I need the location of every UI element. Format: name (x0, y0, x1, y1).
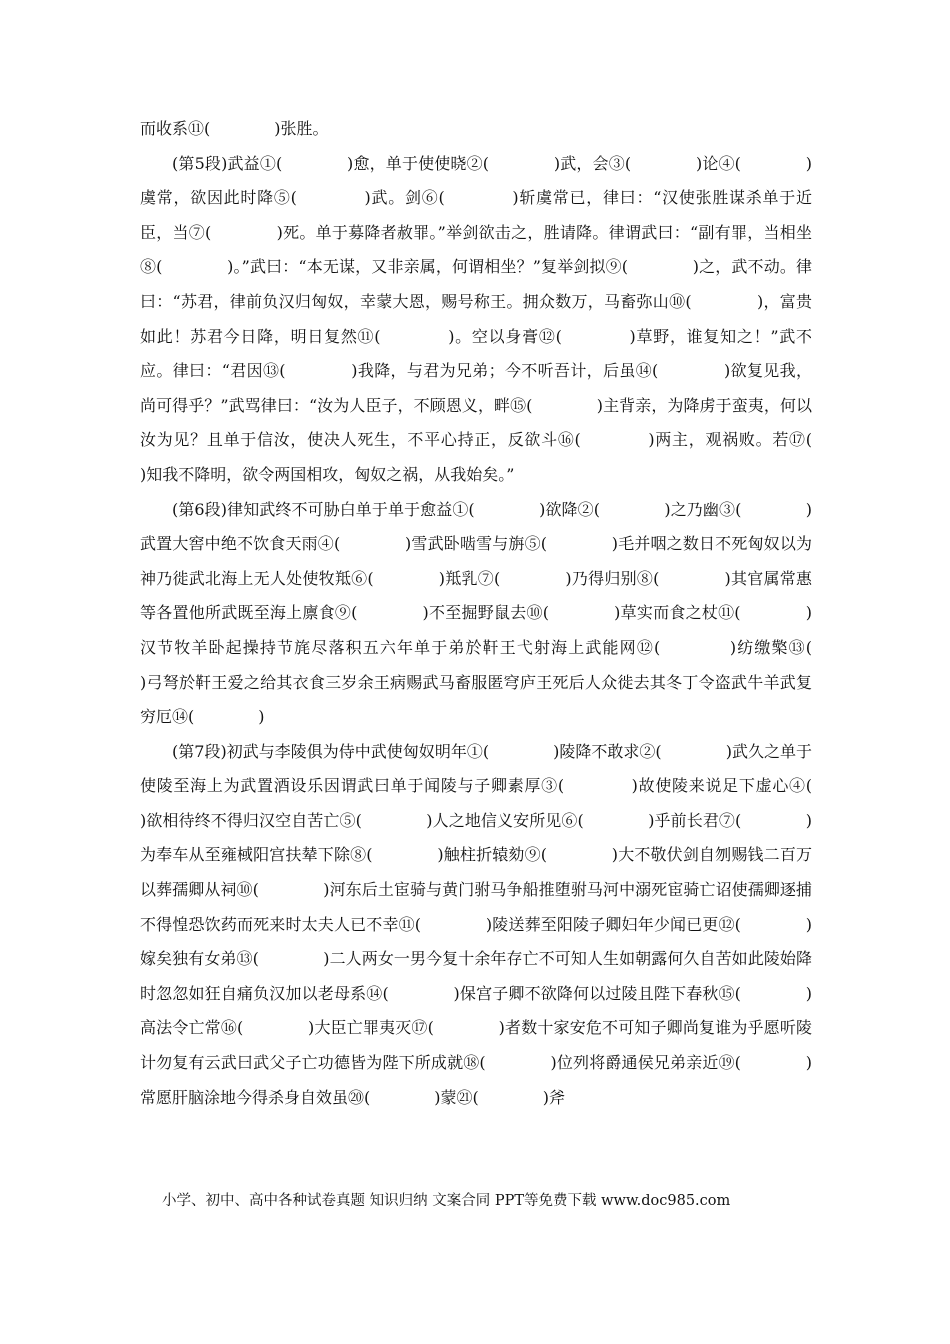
paragraph-continuation: 而收系⑪( )张胜。 (140, 119, 329, 138)
page-footer: 小学、初中、高中各种试卷真题 知识归纳 文案合同 PPT等免费下载 www.doc985.com (162, 1193, 731, 1209)
paragraph-section-6: (第6段)律知武终不可胁白单于单于愈益①( )欲降②( )之乃幽③( )武置大窖中绝不饮食天雨④( )雪武卧啮雪与旃⑤( )毛并咽之数日不死匈奴以为神乃徙武北海上无人处使牧羝⑥( )羝乳⑦( )乃得归别⑧( )其官属常惠等各置他所武既至海上廪食⑨( )不至掘野鼠去⑩( )草实而食之杖⑪( )汉节牧羊卧起操持节旄尽落积五六年单于弟於靬王弋射海上武能网⑫( )纺缴檠⑬( )弓弩於靬王爱之给其衣食三岁余王病赐武马畜服匿穹庐王死后人众徙去其冬丁令盗武牛羊武复穷厄⑭( ) (140, 499, 877, 727)
paragraph-section-5: (第5段)武益①( )愈，单于使使晓②( )武，会③( )论④( )虞常，欲因此时降⑤( )武。剑⑥( )斩虞常已，律曰：“汉使张胜谋杀单于近臣，当⑦( )死。单于募降者赦罪。”举剑欲击之，胜请降。律谓武曰：“副有罪，当相坐⑧( )。”武曰：“本无谋，又非亲属，何谓相坐？”复举剑拟⑨( )之，武不动。律曰：“苏君，律前负汉归匈奴，幸蒙大恩，赐号称王。拥众数万，马畜弥山⑩( )，富贵如此！苏君今日降，明日复然⑪( )。空以身膏⑫( )草野，谁复知之！”武不应。律曰：“君因⑬( )我降，与君为兄弟；今不听吾计，后虽⑭( )欲复见我，尚可得乎？”武骂律曰：“汝为人臣子，不顾恩义，畔⑮( )主背亲，为降虏于蛮夷，何以汝为见？且单于信汝，使决人死生，不平心持正，反欲斗⑯( )两主，观祸败。若⑰( )知我不降明，欲令两国相攻，匈奴之祸，从我始矣。” (140, 153, 877, 484)
document-body (140, 112, 877, 1115)
paragraph-section-7: (第7段)初武与李陵俱为侍中武使匈奴明年①( )陵降不敢求②( )武久之单于使陵至海上为武置酒设乐因谓武曰单于闻陵与子卿素厚③( )故使陵来说足下虚心④( )欲相待终不得归汉空自苦亡⑤( )人之地信义安所见⑥( )乎前长君⑦( )为奉车从至雍棫阳宫扶辇下除⑧( )触柱折辕劾⑨( )大不敬伏剑自刎赐钱二百万以葬孺卿从祠⑩( )河东后土宦骑与黄门驸马争船推堕驸马河中溺死宦骑亡诏使孺卿逐捕不得惶恐饮药而死来时太夫人已不幸⑪( )陵送葬至阳陵子卿妇年少闻已更⑫( )嫁矣独有女弟⑬( )二人两女一男今复十余年存亡不可知人生如朝露何久自苦如此陵始降时忽忽如狂自痛负汉加以老母系⑭( )保宫子卿不欲降何以过陵且陛下春秋⑮( )高法令亡常⑯( )大臣亡罪夷灭⑰( )者数十家安危不可知子卿尚复谁为乎愿听陵计勿复有云武曰武父子亡功德皆为陛下所成就⑱( )位列将爵通侯兄弟亲近⑲( )常愿肝脑涂地今得杀身自效虽⑳( )蒙㉑( )斧 (140, 741, 877, 1107)
